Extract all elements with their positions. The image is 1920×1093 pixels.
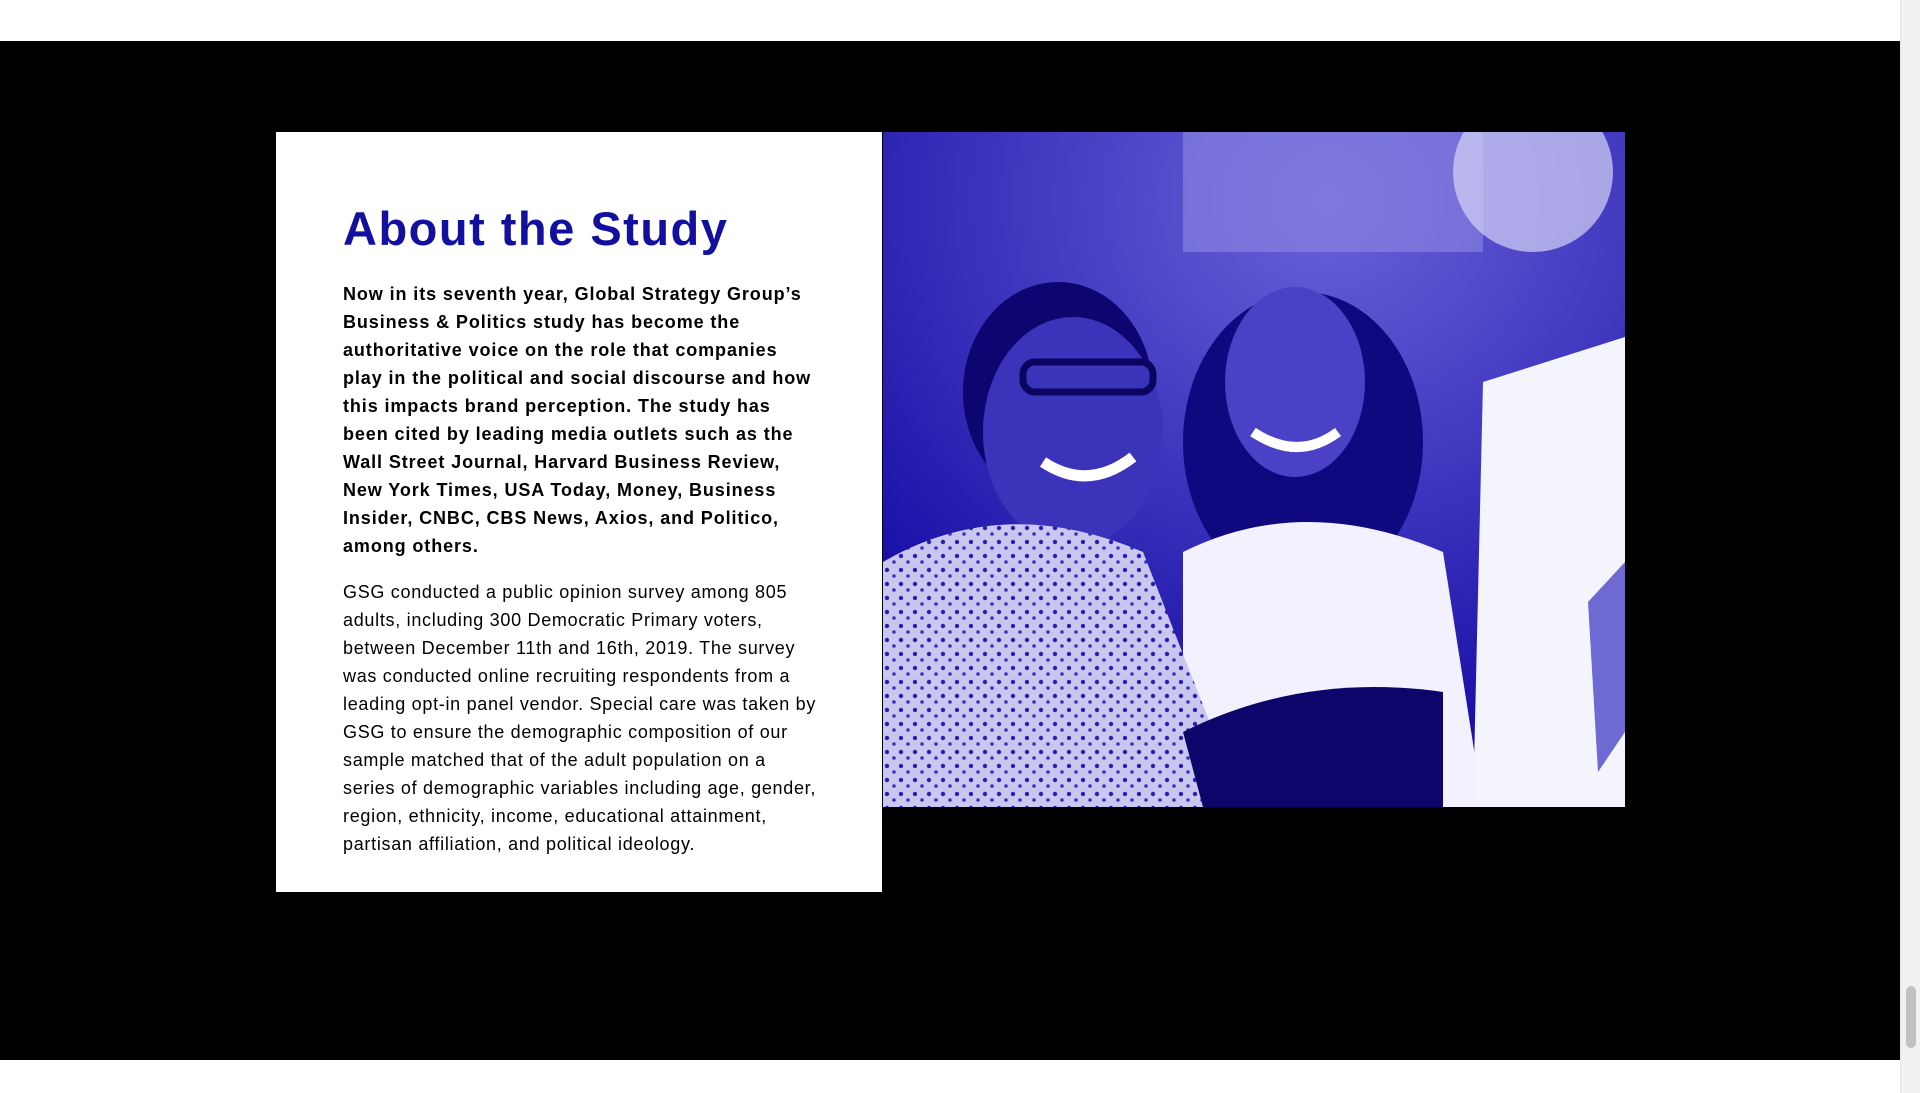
scrollbar-thumb[interactable] xyxy=(1906,986,1916,1048)
about-study-lead-paragraph: Now in its seventh year, Global Strategy Group’s Business & Politics study has become the authoritative voice on the role that companies play in the political and social discourse and how this impacts brand perception. The study has been cited by leading media outlets such as the Wall Street Journal, Harvard Business Review, New York Times, USA Today, Money, Business Insider, CNBC, CBS News, Axios, and Politico, among others. xyxy=(343,284,812,557)
top-page-strip xyxy=(0,0,1900,41)
page-scrollbar[interactable] xyxy=(1900,0,1920,1093)
study-photo xyxy=(883,132,1625,807)
about-study-methodology-paragraph: GSG conducted a public opinion survey among 805 adults, including 300 Democratic Primary voters, between December 11th and 16th, 2019. The survey was conducted online recruiting respondents from a leading opt-in panel vendor. Special care was taken by GSG to ensure the demographic composition of our sample matched that of the adult population on a series of demographic variables including age, gender, region, ethnicity, income, educational attainment, partisan affiliation, and political ideology. xyxy=(343,582,817,855)
about-study-title: About the Study xyxy=(343,202,729,255)
about-study-card xyxy=(276,132,882,892)
